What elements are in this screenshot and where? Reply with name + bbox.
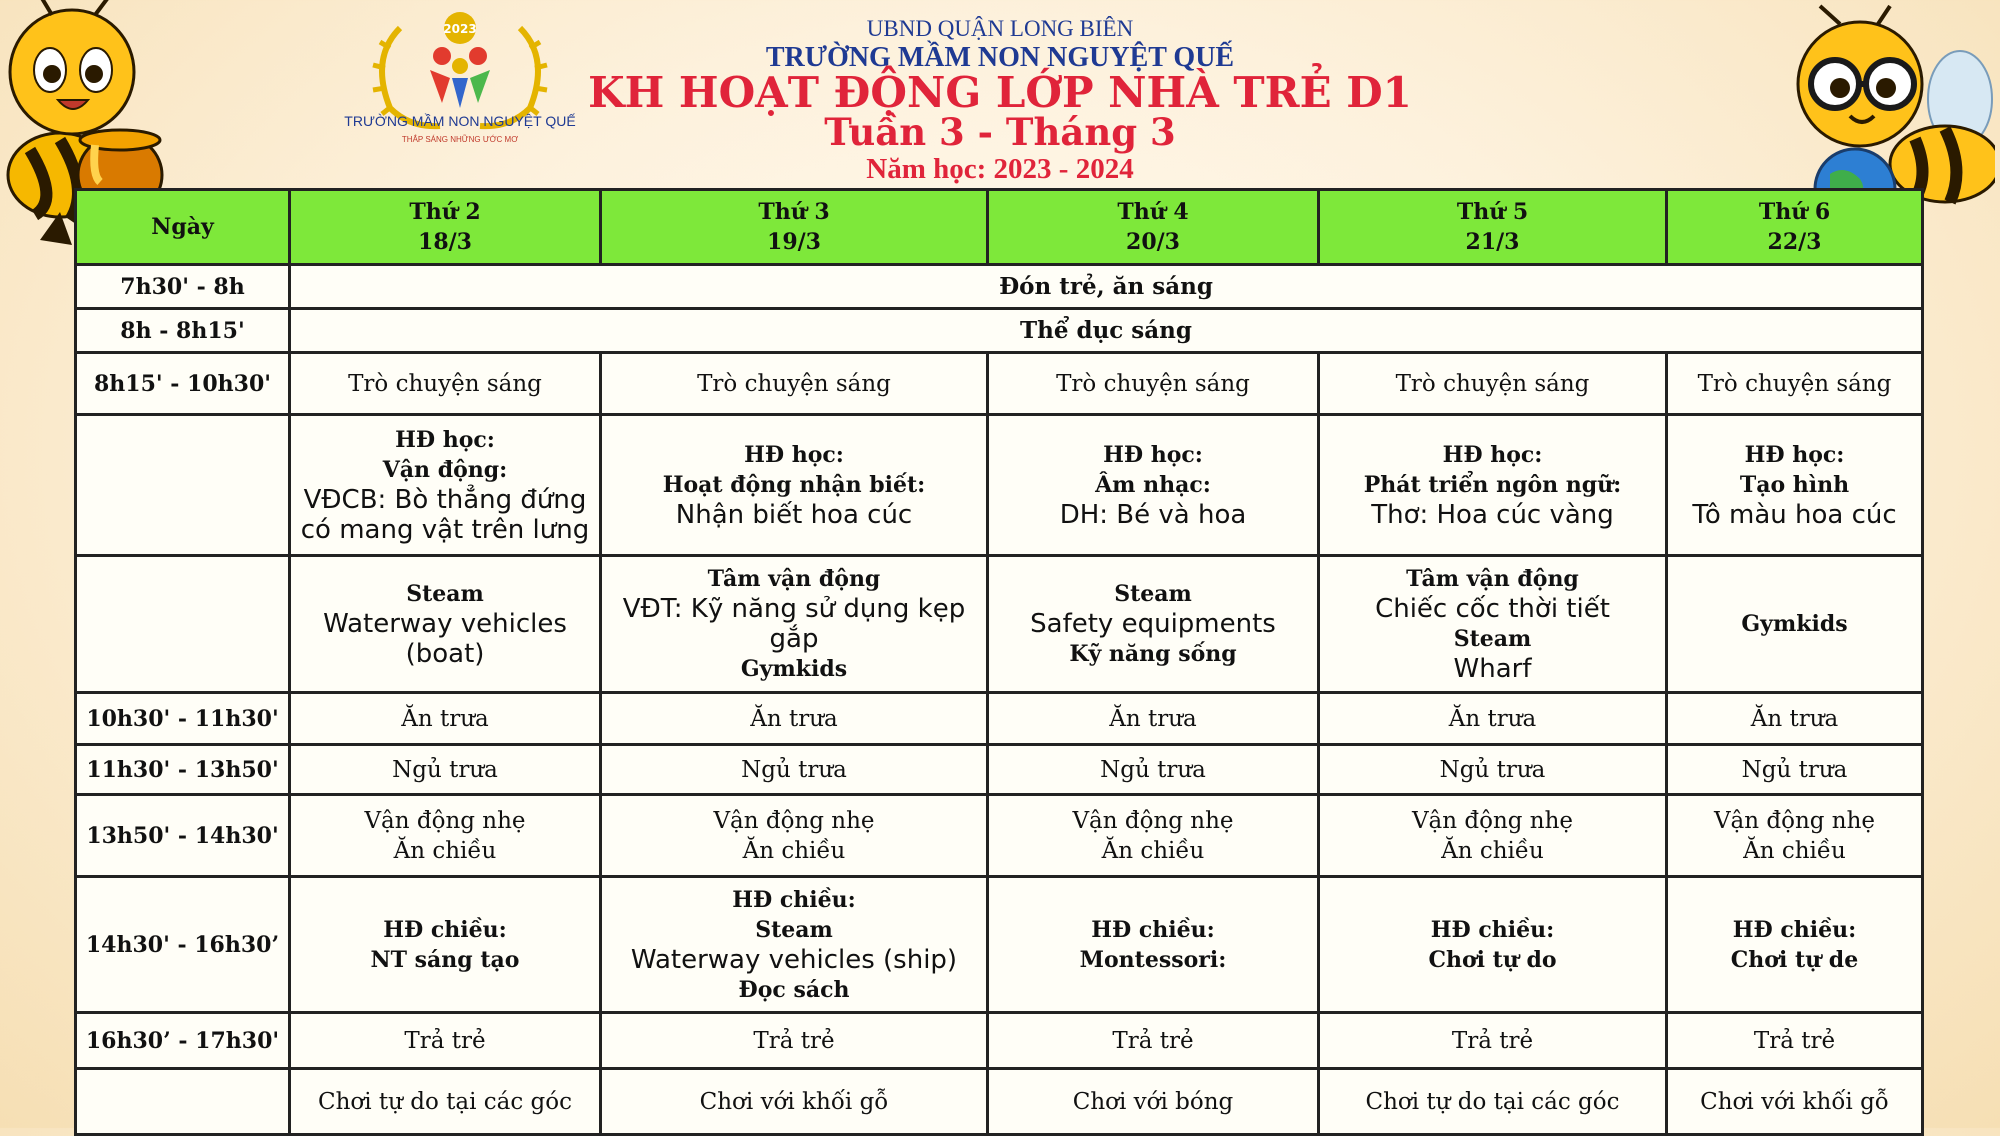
day-column-header: Thứ 6 22/3 [1667, 190, 1923, 265]
activity-cell: Chơi với khối gỗ [601, 1069, 988, 1135]
table-row [76, 795, 1923, 877]
activity-cell: Chơi tự do tại các góc [1319, 1069, 1667, 1135]
activity-cell: Tâm vận động Chiếc cốc thời tiết Steam Wharf [1319, 556, 1667, 693]
day-column-header: Thứ 2 18/3 [290, 190, 601, 265]
activity-cell: HĐ học: Tạo hình Tô màu hoa cúc [1667, 415, 1923, 556]
table-row [76, 415, 1923, 556]
table-row [76, 1013, 1923, 1069]
table-row [76, 309, 1923, 353]
time-cell: 13h50' - 14h30' [76, 795, 290, 877]
table-row [76, 265, 1923, 309]
activity-cell: Trò chuyện sáng [601, 353, 988, 415]
table-row [76, 693, 1923, 745]
activity-cell: Ăn trưa [1319, 693, 1667, 745]
activity-cell: Tâm vận động VĐT: Kỹ năng sử dụng kẹp gắp Gymkids [601, 556, 988, 693]
time-cell [76, 415, 290, 556]
activity-cell: Vận động nhẹ Ăn chiều [601, 795, 988, 877]
activity-cell: Trả trẻ [601, 1013, 988, 1069]
day-column-header: Thứ 3 19/3 [601, 190, 988, 265]
activity-cell: Steam Waterway vehicles (boat) [290, 556, 601, 693]
activity-cell: Chơi với bóng [988, 1069, 1319, 1135]
activity-cell: Ngủ trưa [601, 745, 988, 795]
time-cell [76, 1069, 290, 1135]
activity-cell: Chơi với khối gỗ [1667, 1069, 1923, 1135]
activity-cell: HĐ chiều: Chơi tự de [1667, 877, 1923, 1013]
activity-cell: Đón trẻ, ăn sáng [290, 265, 1923, 309]
activity-cell: Ăn trưa [290, 693, 601, 745]
activity-cell: Trả trẻ [1319, 1013, 1667, 1069]
activity-cell: Trả trẻ [290, 1013, 601, 1069]
activity-cell: Ngủ trưa [1667, 745, 1923, 795]
schedule-table [74, 188, 1924, 1136]
table-row [76, 745, 1923, 795]
activity-cell: Ngủ trưa [988, 745, 1319, 795]
school-year: Năm học: 2023 - 2024 [866, 153, 1134, 185]
time-cell: 8h15' - 10h30' [76, 353, 290, 415]
page-title: KH HOẠT ĐỘNG LỚP NHÀ TRẺ D1 [588, 68, 1412, 117]
time-cell: 11h30' - 13h50' [76, 745, 290, 795]
activity-cell: Trò chuyện sáng [988, 353, 1319, 415]
time-cell [76, 556, 290, 693]
time-cell: 16h30’ - 17h30' [76, 1013, 290, 1069]
time-cell: 8h - 8h15' [76, 309, 290, 353]
activity-cell: Ăn trưa [1667, 693, 1923, 745]
activity-cell: Ngủ trưa [1319, 745, 1667, 795]
activity-cell: Ăn trưa [601, 693, 988, 745]
activity-cell: HĐ học: Vận động: VĐCB: Bò thẳng đứng có mang vật trên lưng [290, 415, 601, 556]
table-row [76, 877, 1923, 1013]
district-name: UBND QUẬN LONG BIÊN [866, 16, 1134, 41]
activity-cell: Ngủ trưa [290, 745, 601, 795]
activity-cell: Vận động nhẹ Ăn chiều [988, 795, 1319, 877]
activity-cell: Vận động nhẹ Ăn chiều [290, 795, 601, 877]
day-header-row [76, 190, 1923, 265]
activity-cell: Steam Safety equipments Kỹ năng sống [988, 556, 1319, 693]
header [0, 0, 2000, 190]
activity-cell: Thể dục sáng [290, 309, 1923, 353]
activity-cell: HĐ học: Âm nhạc: DH: Bé và hoa [988, 415, 1319, 556]
activity-cell: HĐ chiều: Steam Waterway vehicles (ship) Đọc sách [601, 877, 988, 1013]
activity-cell: HĐ chiều: NT sáng tạo [290, 877, 601, 1013]
activity-cell: HĐ chiều: Montessori: [988, 877, 1319, 1013]
activity-cell: HĐ học: Hoạt động nhận biết: Nhận biết hoa cúc [601, 415, 988, 556]
activity-cell: Gymkids [1667, 556, 1923, 693]
activity-cell: HĐ học: Phát triển ngôn ngữ: Thơ: Hoa cúc vàng [1319, 415, 1667, 556]
table-row [76, 556, 1923, 693]
activity-cell: Trò chuyện sáng [1319, 353, 1667, 415]
time-cell: 10h30' - 11h30' [76, 693, 290, 745]
week-label: Tuần 3 - Tháng 3 [824, 110, 1176, 154]
activity-cell: Vận động nhẹ Ăn chiều [1667, 795, 1923, 877]
activity-cell: Trả trẻ [1667, 1013, 1923, 1069]
day-column-header: Thứ 4 20/3 [988, 190, 1319, 265]
svg-text:2023: 2023 [443, 22, 477, 36]
day-header: Ngày [76, 190, 290, 265]
time-cell: 14h30' - 16h30’ [76, 877, 290, 1013]
activity-cell: Trò chuyện sáng [290, 353, 601, 415]
activity-cell: Trả trẻ [988, 1013, 1319, 1069]
activity-cell: Vận động nhẹ Ăn chiều [1319, 795, 1667, 877]
svg-text:THẮP SÁNG NHỮNG ƯỚC MƠ: THẮP SÁNG NHỮNG ƯỚC MƠ [401, 135, 519, 144]
activity-cell: HĐ chiều: Chơi tự do [1319, 877, 1667, 1013]
table-row [76, 353, 1923, 415]
activity-cell: Ăn trưa [988, 693, 1319, 745]
table-row [76, 1069, 1923, 1135]
time-cell: 7h30' - 8h [76, 265, 290, 309]
day-column-header: Thứ 5 21/3 [1319, 190, 1667, 265]
svg-text:TRƯỜNG MẦM NON NGUYỆT QUẾ: TRƯỜNG MẦM NON NGUYỆT QUẾ [344, 113, 576, 129]
activity-cell: Trò chuyện sáng [1667, 353, 1923, 415]
school-name: TRƯỜNG MẦM NON NGUYỆT QUẾ [765, 42, 1235, 73]
activity-cell: Chơi tự do tại các góc [290, 1069, 601, 1135]
